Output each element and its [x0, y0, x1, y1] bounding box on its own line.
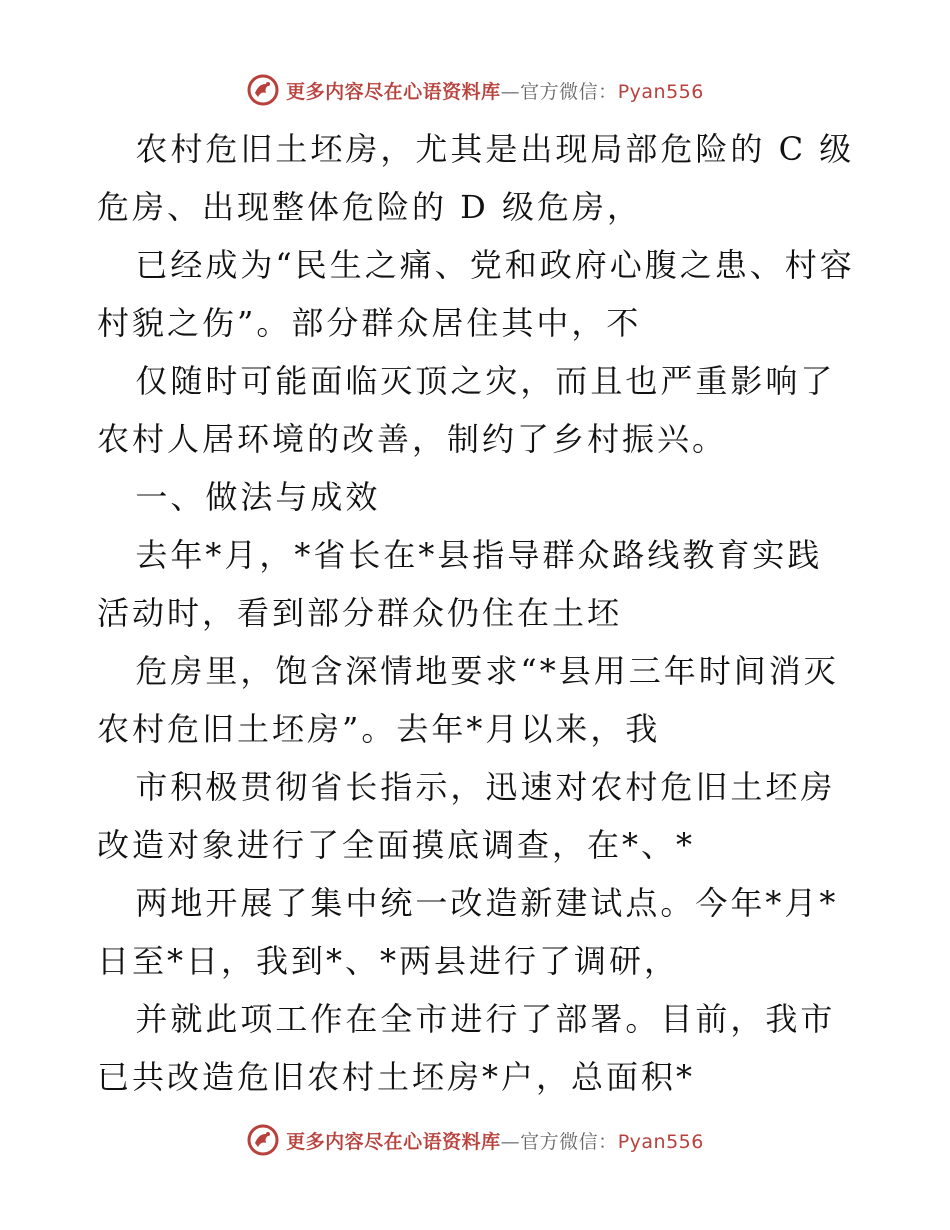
header-watermark	[0, 70, 950, 110]
dragon-seal-logo-icon	[246, 73, 280, 107]
watermark-separator: —	[500, 80, 521, 103]
paragraph: 去年*月，*省长在*县指导群众路线教育实践活动时，看到部分群众仍住在土坯	[97, 536, 823, 632]
section-heading: 一、做法与成效	[135, 478, 381, 516]
document-body	[97, 120, 857, 1106]
watermark-official-label: 官方微信：	[520, 1130, 618, 1153]
dragon-seal-logo-icon	[246, 1123, 280, 1157]
watermark-wechat-id: Pyan556	[617, 1130, 704, 1153]
paragraph: 并就此项工作在全市进行了部署。目前，我市已共改造危旧农村土坯房*户，总面积*	[97, 1000, 836, 1096]
watermark-brand-text: 更多内容尽在心语资料库	[286, 80, 501, 103]
watermark-official-label: 官方微信：	[520, 80, 618, 103]
watermark-separator: —	[500, 1130, 521, 1153]
paragraph: 农村危旧土坯房，尤其是出现局部危险的 C 级危房、出现整体危险的 D 级危房，	[97, 130, 855, 226]
paragraph: 仅随时可能面临灭顶之灾，而且也严重影响了农村人居环境的改善，制约了乡村振兴。	[97, 362, 836, 458]
paragraph: 两地开展了集中统一改造新建试点。今年*月*日至*日，我到*、*两县进行了调研，	[97, 884, 839, 980]
footer-watermark	[0, 1120, 950, 1160]
paragraph: 已经成为“民生之痛、党和政府心腹之患、村容村貌之伤”。部分群众居住其中，不	[97, 246, 855, 342]
paragraph: 危房里，饱含深情地要求“*县用三年时间消灭农村危旧土坯房”。去年*月以来，我	[97, 652, 839, 748]
watermark-wechat-id: Pyan556	[617, 80, 704, 103]
paragraph: 市积极贯彻省长指示，迅速对农村危旧土坯房改造对象进行了全面摸底调查，在*、*	[97, 768, 836, 864]
watermark-brand-text: 更多内容尽在心语资料库	[286, 1130, 501, 1153]
